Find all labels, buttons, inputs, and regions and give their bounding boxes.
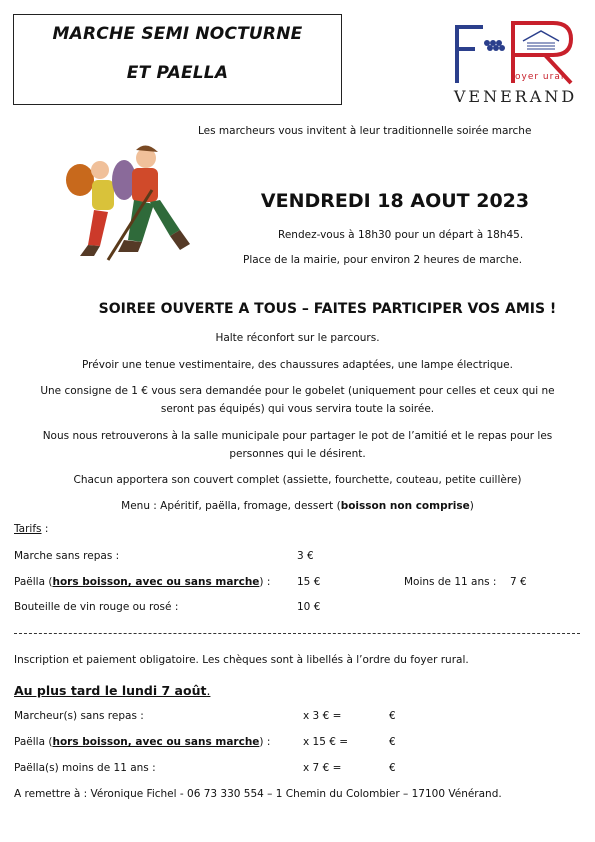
foyer-rural-logo bbox=[453, 17, 578, 109]
tarif-paella-suffix: ) : bbox=[259, 576, 271, 588]
logo-subtitle: VENERAND bbox=[453, 87, 578, 106]
menu-prefix: Menu : Apéritif, paëlla, fromage, dessert ( bbox=[121, 500, 341, 512]
prevoir-text: Prévoir une tenue vestimentaire, des chaussures adaptées, une lampe électrique. bbox=[82, 359, 513, 371]
form-row-paella-mult: x 15 € = bbox=[303, 736, 349, 748]
hikers-illustration bbox=[20, 140, 200, 268]
tarif-row-marche-label: Marche sans repas : bbox=[14, 550, 120, 562]
tarif-child-price: 7 € bbox=[510, 576, 527, 588]
cut-line-divider bbox=[14, 633, 580, 634]
tarifs-heading-label: Tarifs bbox=[14, 523, 42, 535]
menu-bold: boisson non comprise bbox=[340, 500, 470, 512]
tarif-row-paella-price: 15 € bbox=[297, 576, 321, 588]
event-date: VENDREDI 18 AOUT 2023 bbox=[260, 190, 530, 212]
deadline-period: . bbox=[206, 683, 211, 698]
tarif-row-vin-price: 10 € bbox=[297, 601, 321, 613]
form-paella-prefix: Paëlla ( bbox=[14, 736, 53, 748]
form-row-marcheur-label: Marcheur(s) sans repas : bbox=[14, 710, 144, 722]
fr-logo-icon bbox=[453, 17, 578, 87]
remettre-text: A remettre à : Véronique Fichel - 06 73 330 554 – 1 Chemin du Colombier – 17100 Vénérand. bbox=[14, 788, 502, 800]
intro-text: Les marcheurs vous invitent à leur traditionnelle soirée marche bbox=[198, 125, 532, 137]
menu-suffix: ) bbox=[469, 500, 474, 512]
salle-line-1: Nous nous retrouverons à la salle municipale pour partager le pot de l’amitié et le repas pour les bbox=[42, 430, 553, 442]
halte-text: Halte réconfort sur le parcours. bbox=[215, 332, 380, 344]
inscription-notice: Inscription et paiement obligatoire. Les chèques sont à libellés à l’ordre du foyer rural. bbox=[14, 654, 469, 666]
form-row-marcheur-euro: € bbox=[389, 710, 396, 722]
form-row-child-label: Paëlla(s) moins de 11 ans : bbox=[14, 762, 156, 774]
consigne-line-2: seront pas équipés) qui vous servira toute la soirée. bbox=[160, 403, 435, 415]
tarifs-heading-colon: : bbox=[41, 523, 49, 535]
form-row-child-euro: € bbox=[389, 762, 396, 774]
hikers-icon bbox=[20, 140, 200, 268]
consigne-line-1: Une consigne de 1 € vous sera demandée pour le gobelet (uniquement pour celles et ceux qui ne bbox=[40, 385, 555, 397]
open-banner: SOIREE OUVERTE A TOUS – FAITES PARTICIPER VOS AMIS ! bbox=[98, 301, 557, 317]
form-row-paella-euro: € bbox=[389, 736, 396, 748]
deadline-label: Au plus tard le lundi 7 août bbox=[14, 683, 207, 698]
form-row-child-mult: x 7 € = bbox=[303, 762, 342, 774]
menu-text bbox=[20, 497, 575, 516]
tarif-row-marche-price: 3 € bbox=[297, 550, 314, 562]
tarifs-heading bbox=[14, 523, 48, 535]
tarif-row-vin-label: Bouteille de vin rouge ou rosé : bbox=[14, 601, 179, 613]
form-row-paella-label bbox=[14, 736, 270, 748]
form-paella-underlined: hors boisson, avec ou sans marche bbox=[52, 736, 260, 748]
form-paella-suffix: ) : bbox=[259, 736, 271, 748]
form-row-marcheur-mult: x 3 € = bbox=[303, 710, 342, 722]
tarif-paella-prefix: Paëlla ( bbox=[14, 576, 53, 588]
salle-line-2: personnes qui le désirent. bbox=[229, 448, 366, 460]
rendezvous-text: Rendez-vous à 18h30 pour un départ à 18h45. bbox=[278, 229, 524, 241]
tarif-row-paella-label bbox=[14, 576, 270, 588]
tarif-child-label: Moins de 11 ans : bbox=[404, 576, 497, 588]
tarif-paella-underlined: hors boisson, avec ou sans marche bbox=[52, 576, 260, 588]
couvert-text: Chacun apportera son couvert complet (assiette, fourchette, couteau, petite cuillère) bbox=[73, 474, 522, 486]
title-box bbox=[13, 14, 342, 105]
place-text: Place de la mairie, pour environ 2 heures de marche. bbox=[243, 254, 523, 266]
svg-text:oyer ural: oyer ural bbox=[515, 72, 565, 82]
title-line-1: MARCHE SEMI NOCTURNE bbox=[52, 24, 303, 44]
deadline-text bbox=[14, 683, 210, 698]
title-line-2: ET PAELLA bbox=[126, 63, 229, 83]
